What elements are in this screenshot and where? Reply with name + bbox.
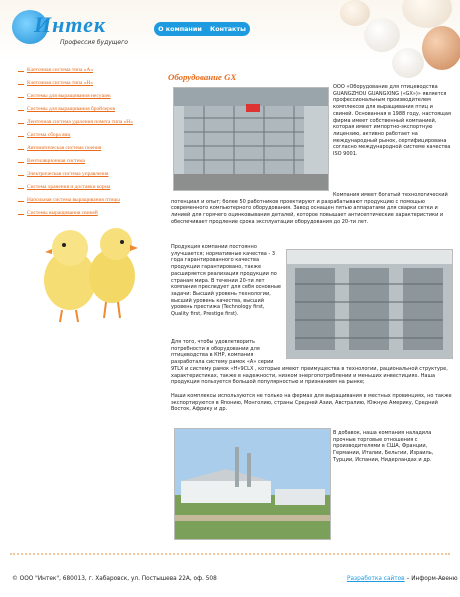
sidebar-item-label: Напольная система выращивания птицы — [27, 197, 120, 203]
bullet-dash-icon — [18, 110, 24, 111]
sidebar-menu — [18, 67, 163, 223]
bullet-dash-icon — [18, 84, 24, 85]
capacity-paragraph: Компания имеет богатый технологический потенциал и опыт; более 50 работников проектируют и разрабатывают продукцию с помощью современного компьютерного оборудования. Завод оснащен пятью аппаратами для сварки сетки и линией для горячего оцинковывания деталей, которое повышает антисептические характеристики и обеспечивает продление срока эксплуатации оборудования до 20-ти лет. — [171, 192, 448, 225]
series-paragraph: Для того, чтобы удовлетворить потребности в оборудовании для птицеводства в КНР, компания разработала систему рамок «A» серии — [171, 339, 274, 366]
quality-paragraph: Продукция компании постоянно улучшается; нормативные качества - 3 года гарантированного качества продукции гарантировано, также расширяется реализация продукции по странам мира. В течении 20-ти лет компания преследует для себя основные задачи: Высший уровень технологии, высший уровень качества, высший уровень престижа (Technology first, Quality first, Prestige first). — [171, 244, 281, 318]
sidebar-item-label: Клеточная система типа «A» — [27, 67, 94, 73]
chicks-image — [30, 218, 142, 330]
bullet-dash-icon — [18, 162, 24, 163]
sidebar-item-label: Клеточная система типа «H» — [27, 80, 94, 86]
eggs-decoration — [336, 0, 460, 84]
nav-about[interactable]: О компании — [158, 25, 202, 33]
intro-paragraph: ООО «Оборудование для птицеводства GUANGZHOU GUANGXING («GX»)» является профессиональным производителем комплексов для выращивания птиц и свиней. Основанная в 1988 году, настоящая фирма имеет собственный компанией, которая имеет импортно-экспортную лицензию, активно работает на международный рынок, сертифицирована согласно международной системе качества ISO 9001. — [333, 84, 451, 158]
partners-paragraph: В добавок, наша компания наладила прочные торговые отношения с производителями в США, Франции, Германии, Италии, Бельгии, Израиль, Турции, Испании, Нидерландах и др. — [333, 430, 434, 463]
sidebar-item-label: Вентиляционная система — [27, 158, 85, 164]
equipment-photo-cages — [173, 87, 329, 191]
footer-divider — [10, 553, 450, 555]
sidebar-item[interactable] — [18, 171, 163, 178]
developer-link[interactable]: Разработка сайтов — [347, 576, 405, 582]
sidebar-item[interactable] — [18, 67, 163, 74]
sidebar-item[interactable] — [18, 184, 163, 191]
page-header — [0, 0, 460, 62]
bullet-dash-icon — [18, 175, 24, 176]
bullet-dash-icon — [18, 136, 24, 137]
advantages-paragraph: 9TLX и систему рамок «H»9CLX , которые имеют преимущества в технологии, рациональной структуре, характеристиках, также в надежности, низком энергопотреблении и меньших инвестициях. Наша продукция пользуется большой популярностью и признанием на рынке; — [171, 366, 448, 386]
sidebar-item[interactable] — [18, 106, 163, 113]
export-paragraph: Наши комплексы используются не только на фермах для выращивания в местных провинциях, но также экспортируются в Японию, Монголию, страны Средней Азии, Австралию, Южную Америку, Средний Восток, Африку и др. — [171, 393, 452, 413]
bullet-dash-icon — [18, 97, 24, 98]
bullet-dash-icon — [18, 71, 24, 72]
page-title: Оборудование GX — [168, 72, 237, 82]
top-navigation — [154, 22, 250, 36]
sidebar-item[interactable] — [18, 93, 163, 100]
logo-text: Интек — [34, 12, 107, 37]
developer-suffix: – Информ-Авеню — [406, 576, 458, 582]
sidebar-item[interactable] — [18, 145, 163, 152]
sidebar-item[interactable] — [18, 197, 163, 204]
sidebar-item-label: Система сбора яиц — [27, 132, 71, 138]
bullet-dash-icon — [18, 188, 24, 189]
company-logo[interactable] — [12, 8, 132, 48]
bullet-dash-icon — [18, 149, 24, 150]
sidebar-item-label: Ленточная система удаления помета типа «H» — [27, 119, 133, 125]
sidebar-item[interactable] — [18, 158, 163, 165]
sidebar-item-label: Системы выращивания свиней — [27, 210, 98, 216]
logo-tagline: Профессия будущего — [60, 39, 128, 46]
footer-developer — [347, 576, 458, 582]
bullet-dash-icon — [18, 123, 24, 124]
sidebar-item-label: Системы для выращивания бройлеров — [27, 106, 116, 112]
footer-address: © ООО "Интек", 680013, г. Хабаровск, ул. Постышева 22А, оф. 508 — [12, 576, 217, 582]
sidebar-item[interactable] — [18, 132, 163, 139]
farm-buildings-photo — [174, 428, 331, 540]
sidebar-item-label: Системы для выращивания несушек — [27, 93, 111, 99]
bullet-dash-icon — [18, 214, 24, 215]
bullet-dash-icon — [18, 201, 24, 202]
sidebar-item-label: Электрическая система управления — [27, 171, 109, 177]
sidebar-item[interactable] — [18, 80, 163, 87]
sidebar-item-label: Автоматическая система поения — [27, 145, 102, 151]
nav-contacts[interactable]: Контакты — [210, 25, 246, 33]
sidebar-item[interactable] — [18, 210, 163, 217]
sidebar-item-label: Система хранения и доставки корма — [27, 184, 111, 190]
sidebar-item[interactable] — [18, 119, 163, 126]
equipment-photo-battery — [286, 249, 453, 359]
